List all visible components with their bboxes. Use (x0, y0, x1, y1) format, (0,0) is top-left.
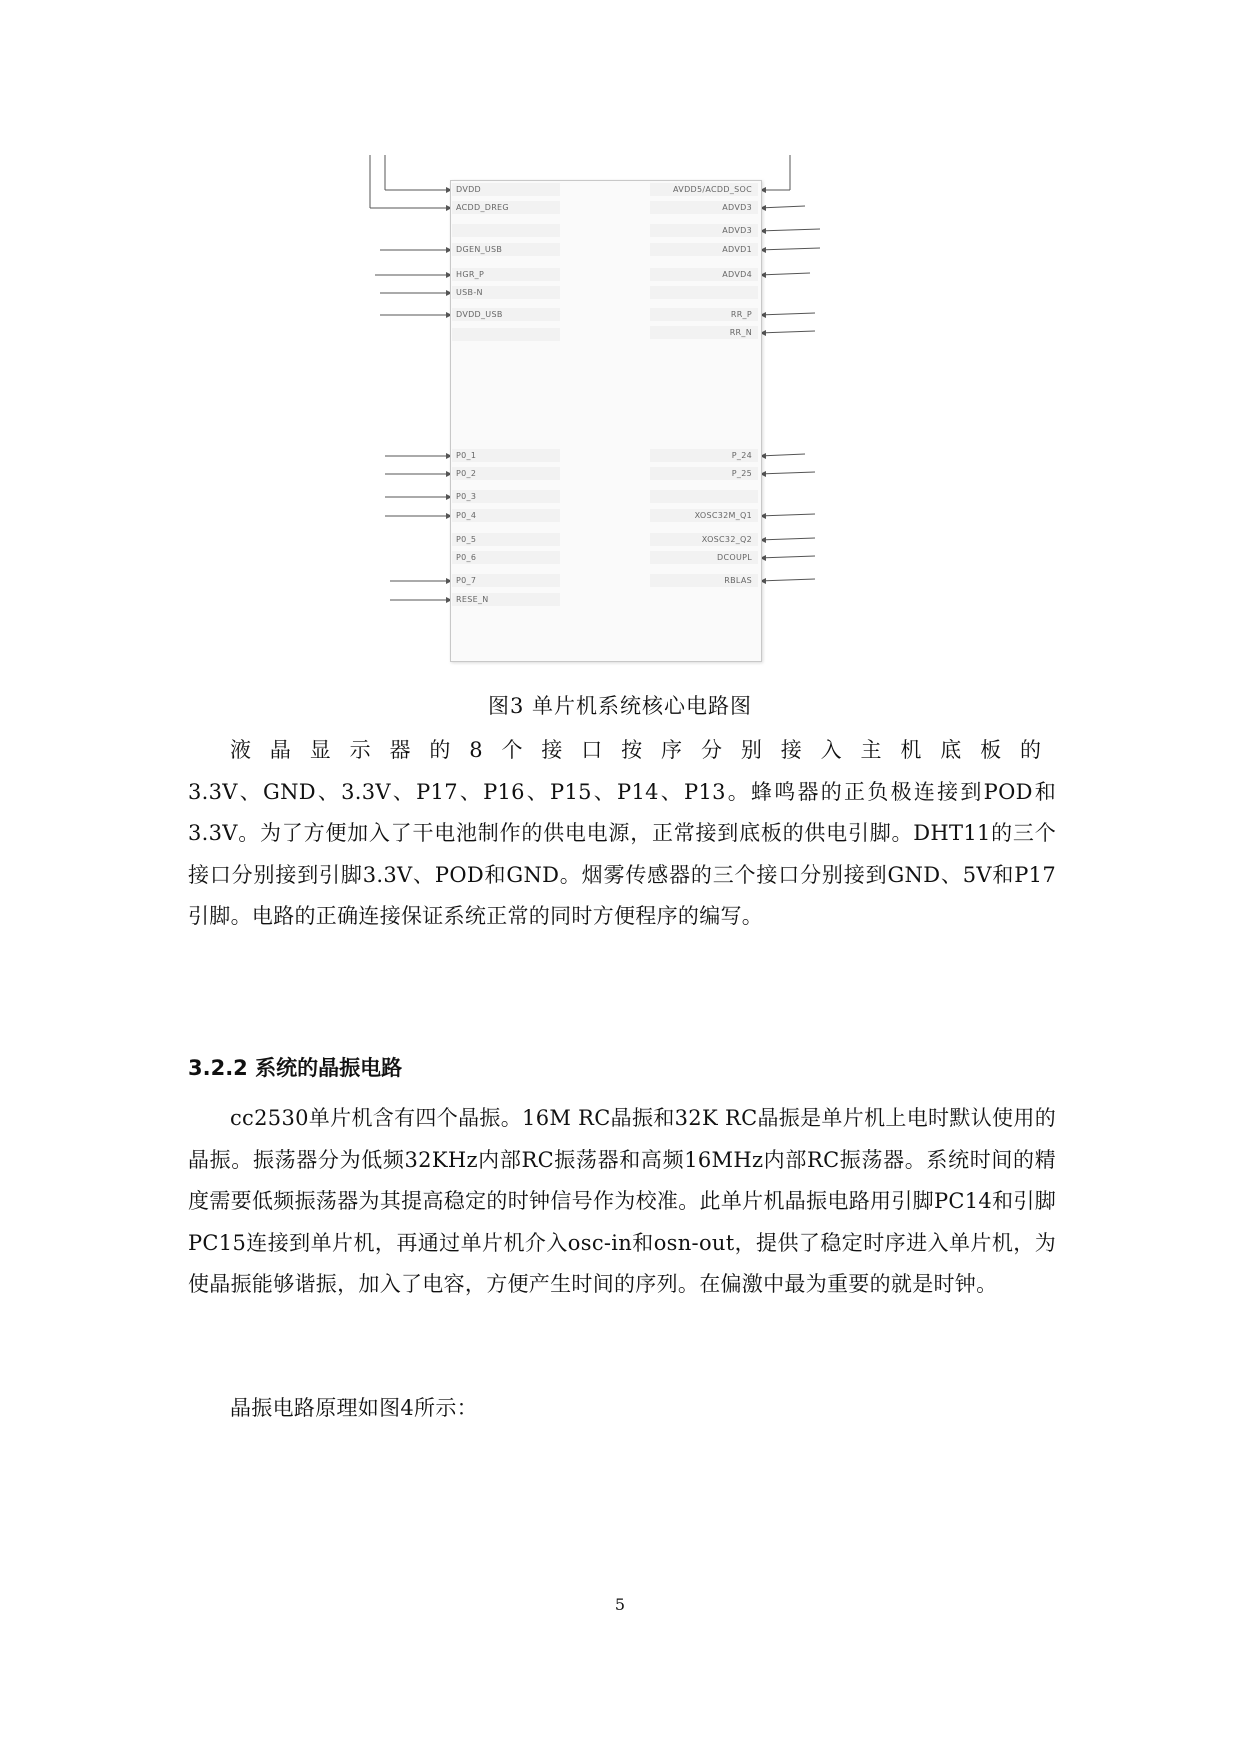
pin-right (650, 490, 758, 503)
pin-right: AVDD5/ACDD_SOC (650, 183, 758, 196)
pin-left: DVDD (452, 183, 560, 196)
pin-right: XOSC32_Q2 (650, 533, 758, 546)
pin-right: ADVD1 (650, 243, 758, 256)
pin-left: RESE_N (452, 593, 560, 606)
pin-right: ADVD3 (650, 201, 758, 214)
pin-right: DCOUPL (650, 551, 758, 564)
pin-left (452, 328, 560, 341)
paragraph-crystal: cc2530单片机含有四个晶振。16M RC晶振和32K RC晶振是单片机上电时默认使用的晶振。振荡器分为低频32KHz内部RC振荡器和高频16MHz内部RC振荡器。系统时间的精度需要低频振荡器为其提高稳定的时钟信号作为校准。此单片机晶振电路用引脚PC14和引脚PC15连接到单片机，再通过单片机介入osc-in和osn-out，提供了稳定时序进入单片机，为使晶振能够谐振，加入了电容，方便产生时间的序列。在偏激中最为重要的就是时钟。 (188, 1106, 1056, 1296)
wire-right (760, 206, 805, 208)
wire-right (760, 273, 810, 275)
pin-right: RR_P (650, 308, 758, 321)
pin-right: ADVD3 (650, 224, 758, 237)
pin-left: P0_5 (452, 533, 560, 546)
pin-right: P_24 (650, 449, 758, 462)
pin-right: RR_N (650, 326, 758, 339)
pin-left: P0_7 (452, 574, 560, 587)
wire-right (760, 248, 820, 250)
pin-left: ACDD_DREG (452, 201, 560, 214)
wire-right (760, 538, 815, 540)
wire-right (760, 229, 820, 231)
pin-left: HGR_P (452, 268, 560, 281)
pin-right: XOSC32M_Q1 (650, 509, 758, 522)
pin-left: USB-N (452, 286, 560, 299)
pin-right: P_25 (650, 467, 758, 480)
pin-left (452, 224, 560, 237)
wire-right (760, 454, 805, 456)
pin-right: ADVD4 (650, 268, 758, 281)
page-number: 5 (614, 1595, 626, 1614)
wire-right (760, 313, 815, 315)
circuit-figure (360, 155, 880, 665)
section-title: 3.2.2 系统的晶振电路 (188, 1056, 403, 1080)
wire-right (760, 556, 815, 558)
pin-left: P0_2 (452, 467, 560, 480)
pin-left: P0_3 (452, 490, 560, 503)
pin-left: P0_6 (452, 551, 560, 564)
pin-left: P0_1 (452, 449, 560, 462)
paragraph-figure-ref: 晶振电路原理如图4所示： (230, 1396, 478, 1420)
pin-left: DVDD_USB (452, 308, 560, 321)
pin-left: P0_4 (452, 509, 560, 522)
wire-right (760, 579, 815, 581)
pin-left: DGEN_USB (452, 243, 560, 256)
pin-right: RBLAS (650, 574, 758, 587)
wire-right (760, 514, 815, 516)
pin-right (650, 286, 758, 299)
paragraph-rest: 3.3V、GND、3.3V、P17、P16、P15、P14、P13。蜂鸣器的正负极连接到POD和3.3V。为了方便加入了干电池制作的供电电源，正常接到底板的供电引脚。DHT11的三个接口分别接到引脚3.3V、POD和GND。烟雾传感器的三个接口分别接到GND、5V和P17引脚。电路的正确连接保证系统正常的同时方便程序的编写。 (188, 779, 1056, 928)
paragraph-connections (188, 730, 1056, 938)
figure-caption: 图3 单片机系统核心电路图 (487, 694, 753, 718)
wire-right (760, 331, 815, 333)
paragraph-first-line: 液晶显示器的8个接口按序分别接入主机底板的 (230, 738, 1056, 762)
wire-right (760, 472, 815, 474)
